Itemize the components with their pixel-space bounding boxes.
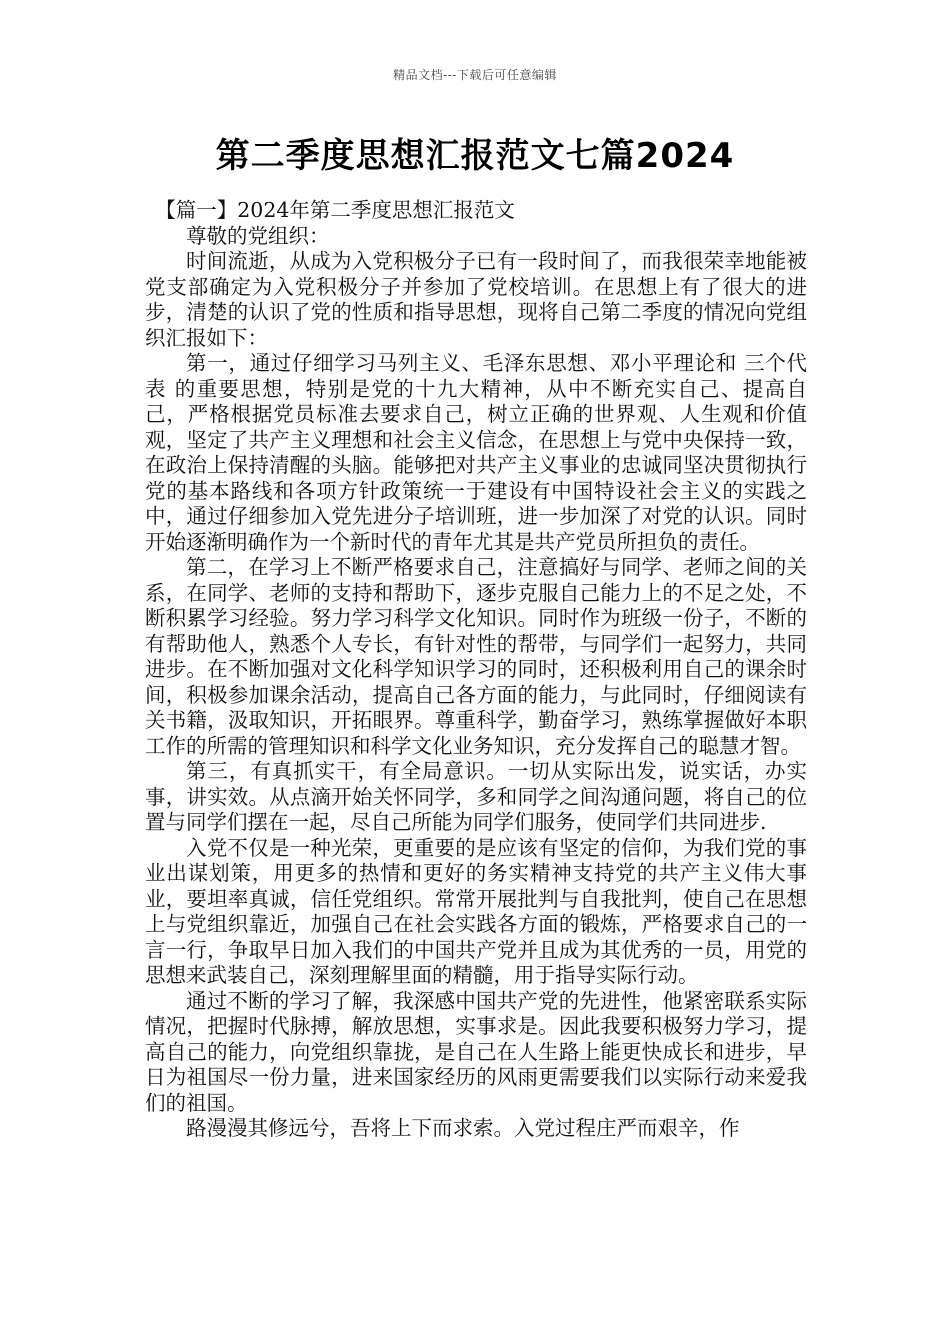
paragraph-third-point: 第三，有真抓实干，有全局意识。一切从实际出发，说实话，办实事，讲实效。从点滴开始关怀同学，多和同学之间沟通问题，将自己的位置与同学们摆在一起，尽自己所能为同学们服务，使同学们共同进步.	[145, 759, 807, 834]
document-title: 第二季度思想汇报范文七篇2024	[215, 136, 735, 176]
salutation: 尊敬的党组织：	[186, 223, 330, 248]
paragraph-closing: 路漫漫其修远兮，吾将上下而求索。入党过程庄严而艰辛，作	[186, 1116, 740, 1140]
paragraph-intro: 时间流逝，从成为入党积极分子已有一段时间了，而我很荣幸地能被党支部确定为入党积极分子并参加了党校培训。在思想上有了很大的进步，清楚的认识了党的性质和指导思想，现将自己第二季度的情况向党组织汇报如下：	[145, 249, 807, 350]
paragraph-learning: 通过不断的学习了解，我深感中国共产党的先进性，他紧密联系实际情况，把握时代脉搏，解放思想，实事求是。因此我要积极努力学习，提高自己的能力，向党组织靠拢，是自己在人生路上能更快成长和进步，早日为祖国尽一份力量，进来国家经历的风雨更需要我们以实际行动来爱我们的祖国。	[145, 988, 807, 1115]
document-body	[145, 198, 807, 1142]
paragraph-first-point: 第一，通过仔细学习马列主义、毛泽东思想、邓小平理论和 三个代表 的重要思想，特别是党的十九大精神，从中不断充实自己、提高自己，严格根据党员标准去要求自己，树立正确的世界观、人生观和价值观，坚定了共产主义理想和社会主义信念，在思想上与党中央保持一致，在政治上保持清醒的头脑。能够把对共产主义事业的忠诚同坚决贯彻执行党的基本路线和各项方针政策统一于建设有中国特设社会主义的实践之中，通过仔细参加入党先进分子培训班，进一步加深了对党的认识。同时开始逐渐明确作为一个新时代的青年尤其是共产党员所担负的责任。	[145, 351, 807, 554]
header-note: 精品文档---下载后可任意编辑	[393, 68, 557, 82]
paragraph-party-belief: 入党不仅是一种光荣，更重要的是应该有坚定的信仰，为我们党的事业出谋划策，用更多的热情和更好的务实精神支持党的共产主义伟大事业，要坦率真诚，信任党组织。常常开展批判与自我批判，使自己在思想上与党组织靠近，加强自己在社会实践各方面的锻炼，严格要求自己的一言一行，争取早日加入我们的中国共产党并且成为其优秀的一员，用党的思想来武装自己，深刻理解里面的精髓，用于指导实际行动。	[145, 835, 807, 987]
paragraph-second-point: 第二，在学习上不断严格要求自己，注意搞好与同学、老师之间的关系，在同学、老师的支持和帮助下，逐步克服自己能力上的不足之处，不断积累学习经验。努力学习科学文化知识。同时作为班级一份子，不断的有帮助他人，熟悉个人专长，有针对性的帮带，与同学们一起努力，共同进步。在不断加强对文化科学知识学习的同时，还积极利用自己的课余时间，积极参加课余活动，提高自己各方面的能力，与此同时，仔细阅读有关书籍，汲取知识，开拓眼界。尊重科学，勤奋学习，熟练掌握做好本职工作的所需的管理知识和科学文化业务知识，充分发挥自己的聪慧才智。	[145, 555, 807, 758]
section-heading: 【篇一】2024年第二季度思想汇报范文	[155, 198, 515, 222]
